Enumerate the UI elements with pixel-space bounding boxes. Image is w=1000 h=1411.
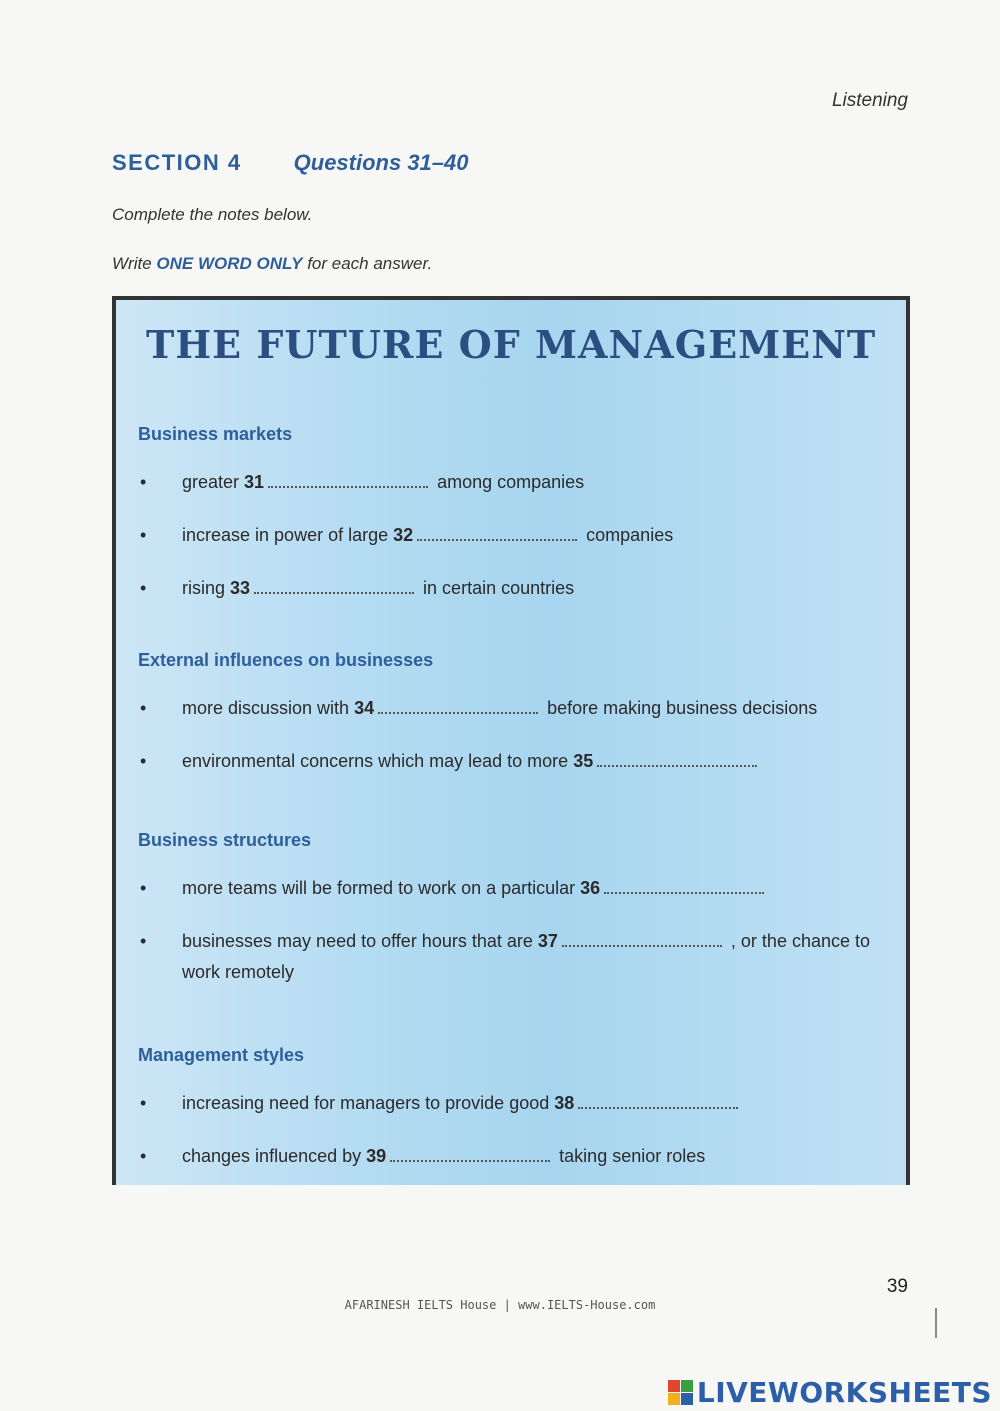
group-title: Business markets <box>138 424 293 444</box>
instruction-emphasis: ONE WORD ONLY <box>156 254 303 273</box>
section-heading <box>112 150 469 176</box>
question-number: 34 <box>354 698 375 718</box>
section-label: Listening <box>831 90 908 111</box>
group-external-influences <box>138 650 902 799</box>
bullet-icon: • <box>140 1093 147 1113</box>
item-text: changes influenced by <box>182 1146 367 1166</box>
item-text: before making business decisions <box>542 698 818 718</box>
instruction-pre: Write <box>112 254 157 273</box>
group-business-markets <box>138 424 902 626</box>
answer-gap-37[interactable] <box>562 931 722 947</box>
bullet-icon: • <box>140 878 147 898</box>
question-range: Questions 31–40 <box>293 150 469 175</box>
list-item <box>138 693 902 724</box>
list-item <box>138 1141 902 1172</box>
item-text: rising <box>182 578 231 598</box>
question-number: 33 <box>230 578 251 598</box>
logo-square <box>668 1393 680 1405</box>
item-text: , or the chance to work remotely <box>182 931 871 982</box>
instruction-post: for each answer. <box>302 254 433 273</box>
bullet-icon: • <box>140 1146 147 1166</box>
notes-title: THE FUTURE OF MANAGEMENT <box>146 322 877 367</box>
answer-gap-32[interactable] <box>417 525 577 541</box>
margin-mark <box>935 1308 937 1338</box>
notes-box <box>112 296 910 1185</box>
bullet-icon: • <box>140 525 147 545</box>
logo-square <box>681 1380 693 1392</box>
item-text: more discussion with <box>182 698 355 718</box>
bullet-icon: • <box>140 578 147 598</box>
list-item <box>138 926 902 988</box>
item-text: greater <box>182 472 245 492</box>
liveworksheets-grid-icon <box>668 1380 693 1405</box>
answer-gap-33[interactable] <box>254 578 414 594</box>
logo-text: LIVEWORKSHEETS <box>696 1376 992 1409</box>
list-item <box>138 520 902 551</box>
logo-square <box>681 1393 693 1405</box>
item-text: taking senior roles <box>554 1146 706 1166</box>
list-item <box>138 573 902 604</box>
bullet-icon: • <box>140 751 147 771</box>
answer-gap-31[interactable] <box>268 472 428 488</box>
liveworksheets-logo[interactable] <box>668 1376 992 1409</box>
instruction-word-limit <box>112 254 432 274</box>
question-number: 39 <box>366 1146 387 1166</box>
group-title: Management styles <box>138 1045 305 1065</box>
item-text: in certain countries <box>418 578 575 598</box>
group-title: External influences on businesses <box>138 650 434 670</box>
item-text: environmental concerns which may lead to more <box>182 751 574 771</box>
question-number: 36 <box>580 878 601 898</box>
section-number: SECTION 4 <box>112 150 242 175</box>
logo-square <box>668 1380 680 1392</box>
item-text: increase in power of large <box>182 525 394 545</box>
page-number: 39 <box>886 1276 908 1297</box>
group-title: Business structures <box>138 830 312 850</box>
question-number: 37 <box>537 931 558 951</box>
list-item <box>138 467 902 498</box>
question-number: 38 <box>554 1093 575 1113</box>
answer-gap-34[interactable] <box>378 698 538 714</box>
bullet-icon: • <box>140 698 147 718</box>
bullet-icon: • <box>140 931 147 951</box>
group-management-styles <box>138 1045 902 1194</box>
bullet-icon: • <box>140 472 147 492</box>
footer-text: AFARINESH IELTS House | www.IELTS-House.com <box>344 1298 656 1312</box>
answer-gap-36[interactable] <box>604 878 764 894</box>
list-item <box>138 1088 902 1119</box>
group-business-structures <box>138 830 902 1010</box>
answer-gap-35[interactable] <box>597 751 757 767</box>
question-number: 31 <box>244 472 265 492</box>
instruction-complete: Complete the notes below. <box>112 205 313 224</box>
item-text: businesses may need to offer hours that are <box>182 931 538 951</box>
item-text: among companies <box>432 472 585 492</box>
list-item <box>138 873 902 904</box>
answer-gap-39[interactable] <box>390 1146 550 1162</box>
answer-gap-38[interactable] <box>578 1093 738 1109</box>
question-number: 32 <box>393 525 414 545</box>
item-text: increasing need for managers to provide good <box>182 1093 555 1113</box>
item-text: companies <box>581 525 674 545</box>
list-item <box>138 746 902 777</box>
item-text: more teams will be formed to work on a particular <box>182 878 581 898</box>
question-number: 35 <box>573 751 594 771</box>
